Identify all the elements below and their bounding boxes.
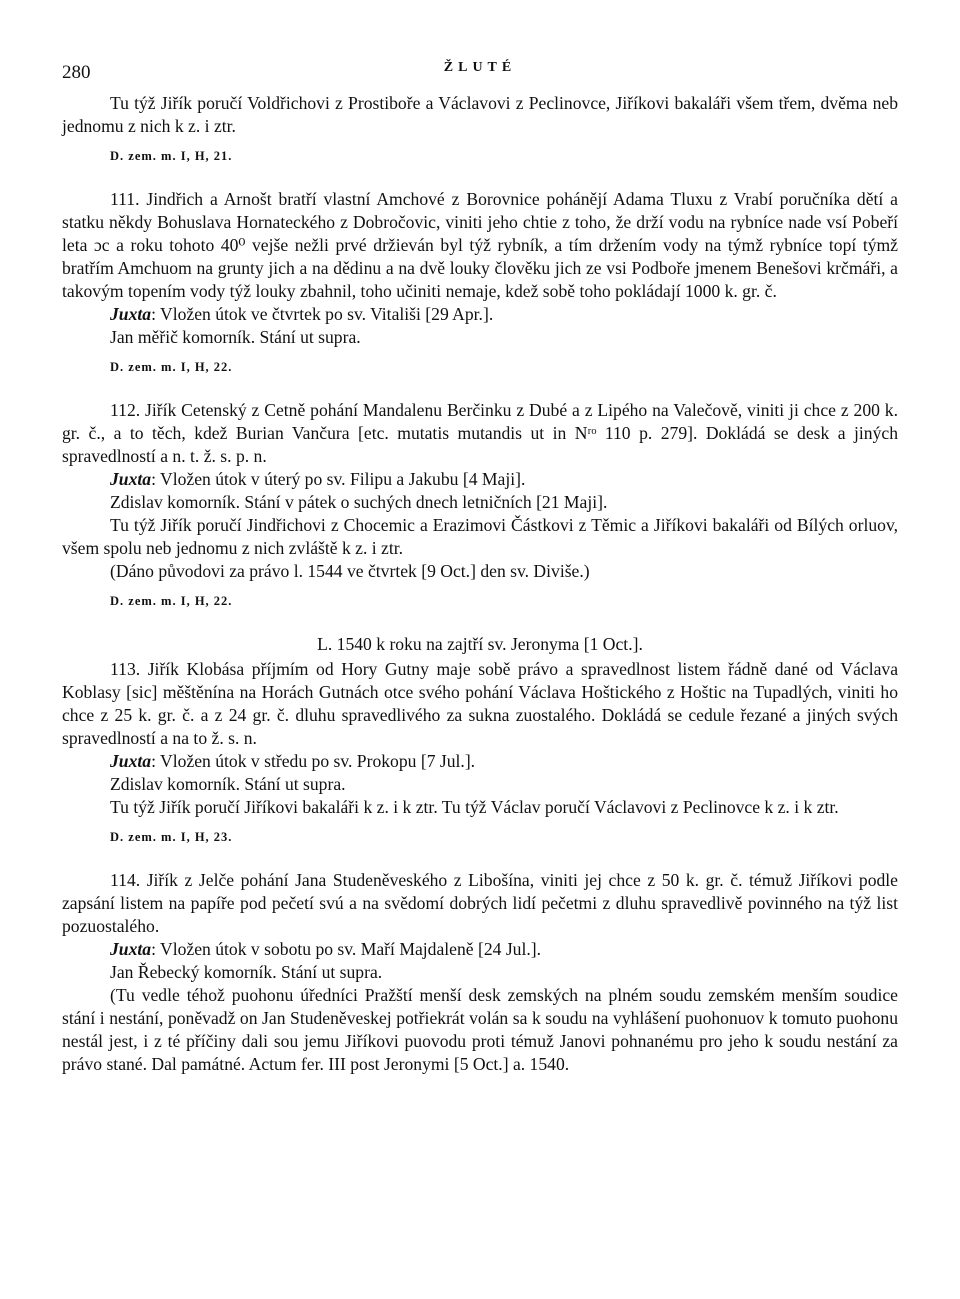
entry-114	[62, 869, 898, 1076]
source-reference: D. zem. m. I, H, 22.	[110, 594, 233, 608]
entry-111	[62, 188, 898, 375]
juxta-label: Juxta	[110, 304, 152, 324]
paragraph: Tu týž Jiřík poručí Voldřichovi z Prostiboře a Václavovi z Peclinovce, Jiříkovi bakaláři všem třem, dvěma neb jednomu z nich k z. i ztr.	[62, 93, 898, 136]
continuation-block	[62, 92, 898, 164]
running-title: ŽLUTÉ	[443, 60, 517, 75]
entry-text: 112. Jiřík Cetenský z Cetně pohání Mandalenu Berčinku z Dubé a z Lipého na Valečově, viniti ji chce z 200 k. gr. č., a to těch, kdež Burian Vančura [etc. mutatis mutandis ut in Nʳᵒ 110 p. 279]. Dokládá se desk a jiných spravedlností a n. t. ž. s. p. n.	[62, 400, 898, 466]
juxta-line	[62, 938, 898, 961]
juxta-label: Juxta	[110, 939, 152, 959]
paragraph: Tu týž Jiřík poručí Jiříkovi bakaláři k z. i k ztr. Tu týž Václav poručí Václavovi z Peclinovce k z. i k ztr.	[110, 797, 839, 817]
paragraph: (Tu vedle téhož puohonu úředníci Pražští menší desk zemských na plném soudu zemském menším soudice stání i nestání, poněvadž on Jan Studeněveskej potřiekrát volán sa k soudu na vyhlášení puohonuov k tomuto puohonu nestál jest, i z té příčiny dali sou jemu Jiříkovi puovodu proti témuž Janovi pohnanému pro jeho k soudu nestání za právo stané. Dal památné. Actum fer. III post Jeronymi [5 Oct.] a. 1540.	[62, 985, 898, 1074]
juxta-label: Juxta	[110, 469, 152, 489]
document-page	[62, 56, 898, 1076]
juxta-text: : Vložen útok v úterý po sv. Filipu a Jakubu [4 Maji].	[151, 469, 526, 489]
juxta-text: : Vložen útok ve čtvrtek po sv. Vitališi [29 Apr.].	[151, 304, 494, 324]
juxta-text: : Vložen útok v sobotu po sv. Maří Majdaleně [24 Jul.].	[151, 939, 542, 959]
entry-text: 113. Jiřík Klobása příjmím od Hory Gutny maje sobě právo a spravedlnost listem řádně dané od Václava Koblasy [sic] měštěnína na Horách Gutnách otce svého pohání Václava Hoštického z Hoštic na Tupadlých, viniti ho chce z 25 k. gr. č. a z 24 gr. č. dluhu spravedlivého za sukna zuostalého. Dokládá se cedule řezané a jiných svých spravedlností a na to ž. s. n.	[62, 659, 898, 748]
source-reference: D. zem. m. I, H, 22.	[110, 360, 233, 374]
paragraph: Tu týž Jiřík poručí Jindřichovi z Chocemic a Erazimovi Částkovi z Těmic a Jiříkovi bakaláři od Bílých orluov, všem spolu neb jednomu z nich zvláště k z. i ztr.	[62, 515, 898, 558]
juxta-line	[62, 303, 898, 326]
entry-112	[62, 399, 898, 609]
source-reference: D. zem. m. I, H, 21.	[110, 149, 233, 163]
entry-text: 111. Jindřich a Arnošt bratří vlastní Amchové z Borovnice pohánějí Adama Tluxu z Vrabí poručníka dětí a statku někdy Bohuslava Hornateckého z Dobročovic, viniti jeho chtie z toho, že drží vodu na rybníce nade vsí Pobeří leta ɔc a roku tohoto 40⁰ vejše nežli prvé držieván byl týž rybník, a tím držením vody na týmž rybníce topí týmž bratřím Amchuom na grunty jich a na dědinu a na dvě louky člověku jich ze vsi Podboře jmenem Benešovi krčmáři, a takovým topením vody týž louky zbahnil, toho učiniti nemaje, kdež sobě toho pokládají 1000 k. gr. č.	[62, 189, 898, 301]
juxta-line	[62, 750, 898, 773]
bailiff-line: Jan měřič komorník. Stání ut supra.	[110, 327, 361, 347]
note-line: (Dáno původovi za právo l. 1544 ve čtvrtek [9 Oct.] den sv. Diviše.)	[110, 561, 590, 581]
juxta-label: Juxta	[110, 751, 152, 771]
entry-113	[62, 658, 898, 845]
juxta-line	[62, 468, 898, 491]
bailiff-line: Zdislav komorník. Stání v pátek o suchých dnech letničních [21 Maji].	[110, 492, 608, 512]
juxta-text: : Vložen útok v středu po sv. Prokopu [7 Jul.].	[151, 751, 476, 771]
section-heading: L. 1540 k roku na zajtří sv. Jeronyma [1 Oct.].	[317, 634, 643, 654]
source-reference: D. zem. m. I, H, 23.	[110, 830, 233, 844]
page-number: 280	[62, 62, 91, 83]
page-header	[62, 56, 898, 92]
bailiff-line: Zdislav komorník. Stání ut supra.	[110, 774, 346, 794]
entry-text: 114. Jiřík z Jelče pohání Jana Studeněveského z Libošína, viniti jej chce z 50 k. gr. č. témuž Jiříkovi podle zapsání listem na papíře pod pečetí svú a na svědomí dobrých lidí pečetmi z dluhu spravedlivě povinného na týž list pozuostalého.	[62, 870, 898, 936]
bailiff-line: Jan Řebecký komorník. Stání ut supra.	[110, 962, 383, 982]
